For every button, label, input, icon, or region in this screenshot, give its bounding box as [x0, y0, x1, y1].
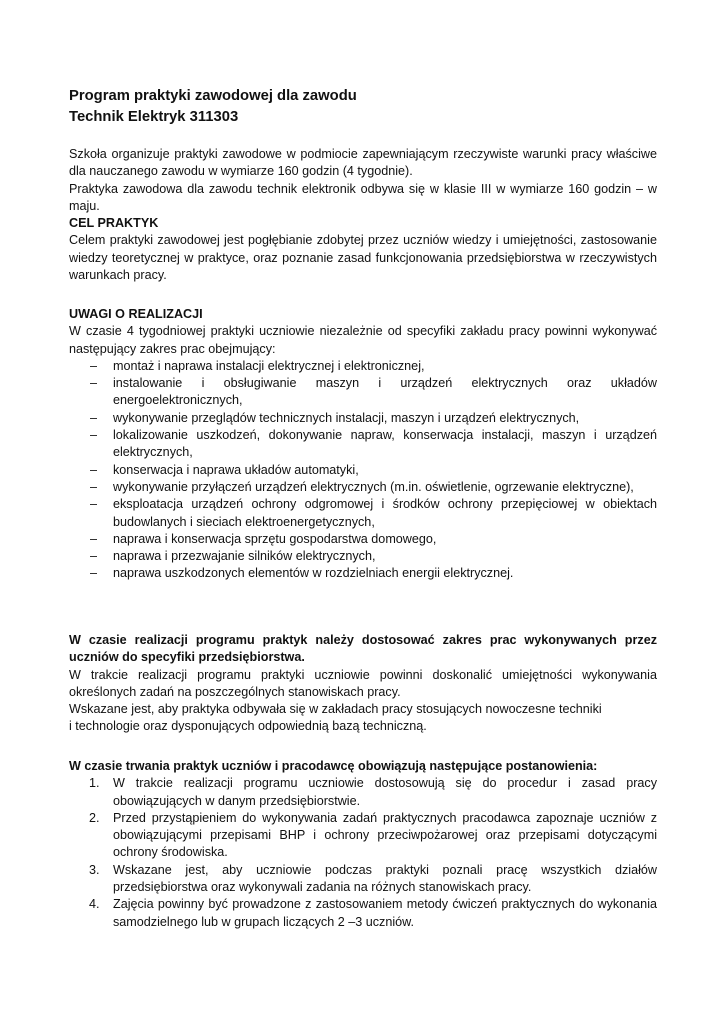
list-item: [69, 862, 657, 897]
list-number: 2.: [89, 810, 100, 825]
list-item: – lokalizowanie uszkodzeń, dokonywanie napraw, konserwacja instalacji, maszyn i urządzeń elektrycznych,: [69, 427, 657, 462]
list-text: Wskazane jest, aby uczniowie podczas praktyki poznali pracę wszystkich działów przedsiębiorstwa oraz wykonywali zadania na różnych stanowiskach pracy.: [113, 862, 657, 895]
list-item: – wykonywanie przeglądów technicznych instalacji, maszyn i urządzeń elektrycznych,: [69, 410, 657, 427]
postanowienia-heading: W czasie trwania praktyk uczniów i pracodawcę obowiązują następujące postanowienia:: [69, 759, 598, 773]
title-line-2: Technik Elektryk 311303: [69, 109, 239, 125]
list-text: Przed przystąpieniem do wykonywania zadań praktycznych pracodawca zapoznaje uczniów z obowiązującymi przepisami BHP i ochrony przeciwpożarowej oraz przepisami dotyczącymi ochrony środowiska.: [113, 810, 657, 860]
realizacja-paragraph-2a: Wskazane jest, aby praktyka odbywała się w zakładach pracy stosujących nowoczesne techniki: [69, 702, 602, 717]
intro-paragraph-2: Praktyka zawodowa dla zawodu technik elektronik odbywa się w klasie III w wymiarze 160 godzin – w maju.: [69, 181, 657, 213]
list-item: – instalowanie i obsługiwanie maszyn i urządzeń elektrycznych oraz układów energoelektronicznych,: [69, 375, 657, 410]
list-number: 1.: [89, 776, 100, 791]
intro-paragraph-1: Szkoła organizuje praktyki zawodowe w podmiocie zapewniającym rzeczywiste warunki pracy właściwe dla nauczanego zawodu w wymiarze 160 godzin (4 tygodnie).: [69, 147, 657, 179]
list-number: 4.: [89, 897, 100, 912]
uwagi-list: [69, 358, 657, 583]
realizacja-paragraph-1: W trakcie realizacji programu praktyki uczniowie powinni doskonalić umiejętności wykonywania określonych zadań na poszczególnych stanowiskach pracy.: [69, 667, 657, 699]
title-line-1: Program praktyki zawodowej dla zawodu: [69, 88, 357, 104]
uwagi-heading: UWAGI O REALIZACJI: [69, 307, 203, 321]
cel-heading: CEL PRAKTYK: [69, 216, 159, 231]
list-item: – eksploatacja urządzeń ochrony odgromowej i środków ochrony przepięciowej w obiektach budowlanych i sieciach elektroenergetycznych,: [69, 496, 657, 531]
list-item: [69, 775, 657, 810]
list-item: – naprawa uszkodzonych elementów w rozdzielniach energii elektrycznej.: [69, 565, 657, 582]
list-item: [69, 810, 657, 862]
cel-paragraph: Celem praktyki zawodowej jest pogłębianie zdobytej przez uczniów wiedzy i umiejętności, zastosowanie wiedzy teoretycznej w praktyce, oraz poznanie zasad funkcjonowania przedsiębiorstwa w rzeczywistych warunkach pracy.: [69, 233, 657, 283]
document-title: [69, 86, 357, 128]
list-item: – wykonywanie przyłączeń urządzeń elektrycznych (m.in. oświetlenie, ogrzewanie elektryczne),: [69, 479, 657, 496]
list-item: – konserwacja i naprawa układów automatyki,: [69, 462, 657, 479]
postanowienia-section: [69, 758, 657, 931]
realizacja-paragraph-2b: i technologie oraz dysponujących odpowiednią bazą techniczną.: [69, 719, 427, 734]
list-item: – naprawa i konserwacja sprzętu gospodarstwa domowego,: [69, 531, 657, 548]
realizacja-bold-paragraph: W czasie realizacji programu praktyk należy dostosować zakres prac wykonywanych przez uczniów do specyfiki przedsiębiorstwa.: [69, 633, 657, 665]
list-text: W trakcie realizacji programu uczniowie dostosowują się do procedur i zasad pracy obowiązujących w danym przedsiębiorstwie.: [113, 776, 657, 808]
uwagi-intro: W czasie 4 tygodniowej praktyki uczniowie niezależnie od specyfiki zakładu pracy powinni wykonywać następujący zakres prac obejmujący:: [69, 324, 657, 356]
uwagi-section: [69, 306, 657, 583]
list-item: [69, 896, 657, 931]
list-number: 3.: [89, 862, 100, 877]
realizacja-section: [69, 632, 657, 736]
list-item: – naprawa i przezwajanie silników elektrycznych,: [69, 548, 657, 565]
intro-section: [69, 146, 657, 284]
postanowienia-list: [69, 775, 657, 931]
list-item: – montaż i naprawa instalacji elektrycznej i elektronicznej,: [69, 358, 657, 375]
list-text: Zajęcia powinny być prowadzone z zastosowaniem metody ćwiczeń praktycznych do wykonania samodzielnego lub w grupach liczących 2 –3 uczniów.: [113, 897, 657, 929]
